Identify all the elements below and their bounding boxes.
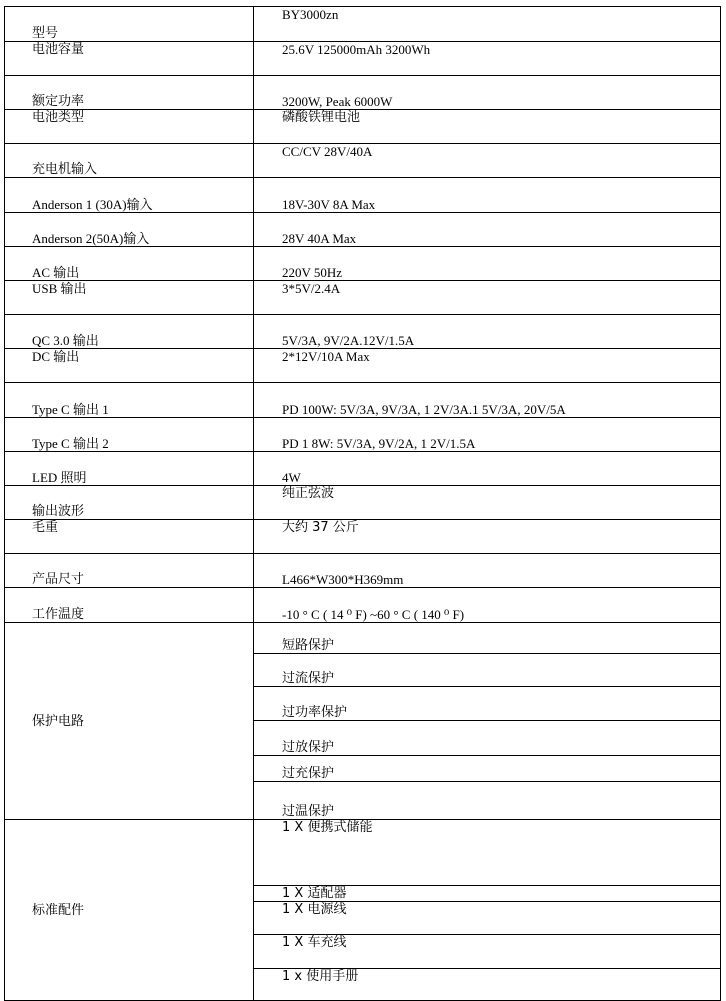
accessory-item: 1 X 电源线 — [254, 902, 721, 935]
spec-value: L466*W300*H369mm — [254, 554, 721, 588]
spec-label: 产品尺寸 — [5, 554, 254, 588]
accessory-item: 1 X 便携式储能 — [254, 820, 721, 886]
table-row — [5, 452, 721, 486]
spec-label: 电池容量 — [5, 42, 254, 76]
accessories-label: 标准配件 — [5, 820, 254, 1001]
spec-value: 25.6V 125000mAh 3200Wh — [254, 42, 721, 76]
accessory-item: 1 X 车充线 — [254, 935, 721, 969]
spec-label: USB 输出 — [5, 281, 254, 315]
spec-value: PD 100W: 5V/3A, 9V/3A, 1 2V/3A.1 5V/3A, 20V/5A — [254, 383, 721, 418]
spec-value: BY3000zn — [254, 7, 721, 42]
table-row — [5, 144, 721, 178]
spec-value: 5V/3A, 9V/2A.12V/1.5A — [254, 315, 721, 349]
table-row — [5, 7, 721, 42]
spec-value: 220V 50Hz — [254, 247, 721, 281]
spec-label: Type C 输出 2 — [5, 418, 254, 452]
table-row — [5, 520, 721, 554]
protection-item: 过温保护 — [254, 782, 721, 820]
table-row — [5, 42, 721, 76]
table-row — [5, 623, 721, 654]
table-row — [5, 820, 721, 886]
protection-item: 过流保护 — [254, 654, 721, 687]
spec-value: 28V 40A Max — [254, 213, 721, 247]
accessory-item: 1 x 使用手册 — [254, 969, 721, 1001]
spec-label: Type C 输出 1 — [5, 383, 254, 418]
table-row — [5, 315, 721, 349]
table-row — [5, 418, 721, 452]
table-row — [5, 213, 721, 247]
protection-label: 保护电路 — [5, 623, 254, 820]
table-row — [5, 486, 721, 520]
protection-item: 过放保护 — [254, 721, 721, 756]
table-row — [5, 178, 721, 213]
table-row — [5, 110, 721, 144]
spec-value: 3*5V/2.4A — [254, 281, 721, 315]
spec-label: Anderson 1 (30A)输入 — [5, 178, 254, 213]
protection-item: 短路保护 — [254, 623, 721, 654]
spec-label: AC 输出 — [5, 247, 254, 281]
spec-value: 3200W, Peak 6000W — [254, 76, 721, 110]
spec-label: LED 照明 — [5, 452, 254, 486]
protection-item: 过功率保护 — [254, 687, 721, 721]
spec-value: 大约 37 公斤 — [254, 520, 721, 554]
spec-label: Anderson 2(50A)输入 — [5, 213, 254, 247]
spec-label: 毛重 — [5, 520, 254, 554]
spec-label: 输出波形 — [5, 486, 254, 520]
spec-value: CC/CV 28V/40A — [254, 144, 721, 178]
spec-label: 额定功率 — [5, 76, 254, 110]
spec-table — [4, 6, 721, 1001]
spec-label: 电池类型 — [5, 110, 254, 144]
spec-label: QC 3.0 输出 — [5, 315, 254, 349]
table-row — [5, 76, 721, 110]
accessory-item: 1 X 适配器 — [254, 886, 721, 902]
spec-label: 充电机输入 — [5, 144, 254, 178]
spec-label: 型号 — [5, 7, 254, 42]
spec-value: -10 ° C ( 14 ⁰ F) ~60 ° C ( 140 ⁰ F) — [254, 588, 721, 623]
spec-value: 18V-30V 8A Max — [254, 178, 721, 213]
table-row — [5, 383, 721, 418]
spec-label: 工作温度 — [5, 588, 254, 623]
table-row — [5, 247, 721, 281]
spec-value: 磷酸铁锂电池 — [254, 110, 721, 144]
spec-value: 4W — [254, 452, 721, 486]
protection-item: 过充保护 — [254, 756, 721, 782]
table-row — [5, 554, 721, 588]
table-row — [5, 588, 721, 623]
table-row — [5, 349, 721, 383]
table-row — [5, 281, 721, 315]
spec-value: 2*12V/10A Max — [254, 349, 721, 383]
spec-label: DC 输出 — [5, 349, 254, 383]
spec-value: PD 1 8W: 5V/3A, 9V/2A, 1 2V/1.5A — [254, 418, 721, 452]
spec-value: 纯正弦波 — [254, 486, 721, 520]
